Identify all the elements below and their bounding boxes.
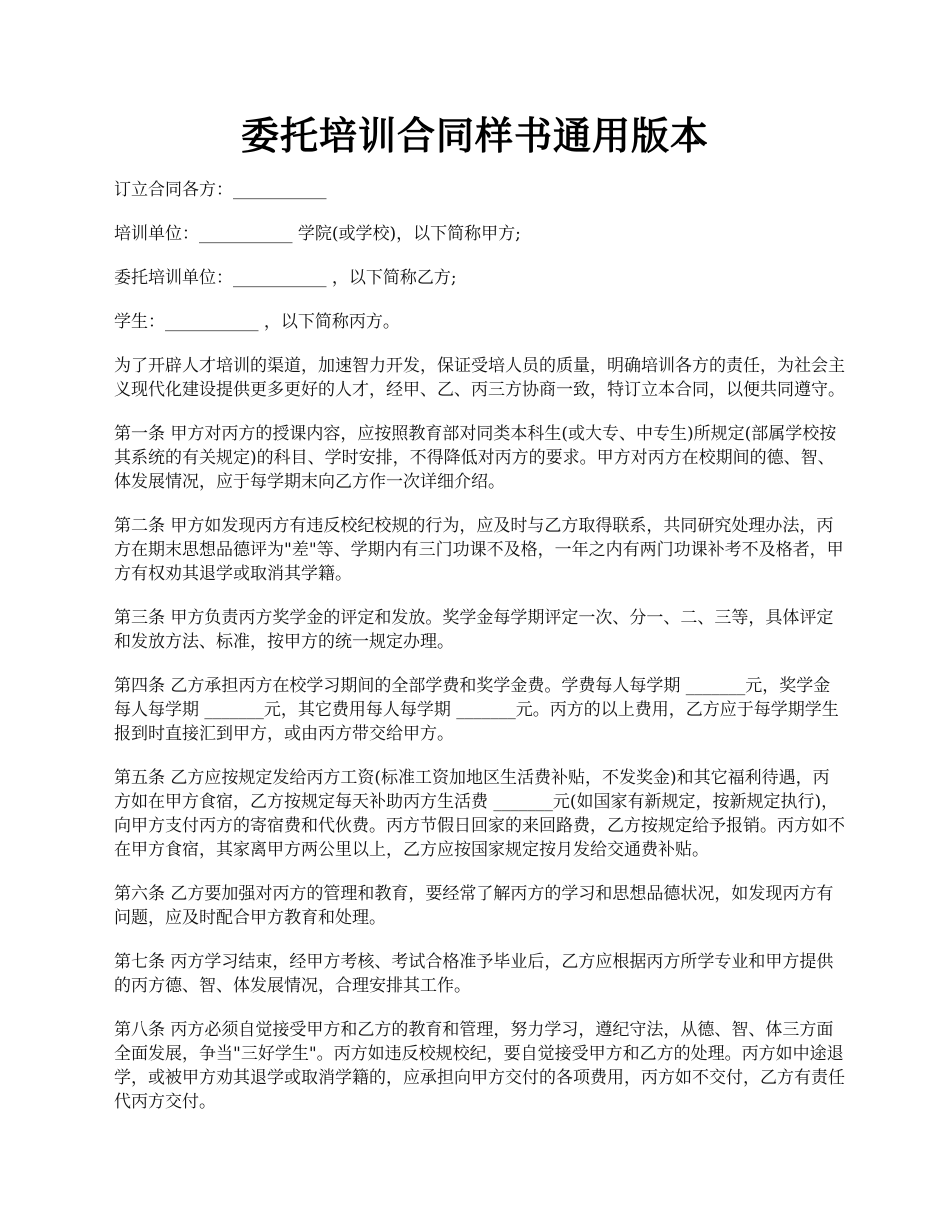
article-2-paragraph: 第二条 甲方如发现丙方有违反校纪校规的行为，应及时与乙方取得联系，共同研究处理办法，丙方在期末思想品德评为"差"等、学期内有三门功课不及格，一年之内有两门功课补考不及格者，甲方有权劝其退学或取消其学籍。 bbox=[114, 516, 844, 584]
article-8-paragraph: 第八条 丙方必须自觉接受甲方和乙方的教育和管理，努力学习，遵纪守法，从德、智、体三方面全面发展，争当"三好学生"。丙方如违反校规校纪，要自觉接受甲方和乙方的处理。丙方如中途退学，或被甲方劝其退学或取消学籍的，应承担向甲方交付的各项费用，丙方如不交付，乙方有责任代丙方交付。 bbox=[114, 1020, 845, 1112]
party-b-line: 委托培训单位：___________ ，以下简称乙方; bbox=[114, 268, 457, 288]
article-7-paragraph: 第七条 丙方学习结束，经甲方考核、考试合格准予毕业后，乙方应根据丙方所学专业和甲方提供的丙方德、智、体发展情况，合理安排其工作。 bbox=[114, 952, 834, 996]
party-c-line: 学生：___________ ，以下简称丙方。 bbox=[114, 312, 400, 332]
article-6-paragraph: 第六条 乙方要加强对丙方的管理和教育，要经常了解丙方的学习和思想品德状况，如发现丙方有问题，应及时配合甲方教育和处理。 bbox=[114, 884, 834, 928]
document-body bbox=[114, 178, 846, 1134]
party-a-line: 培训单位：___________ 学院(或学校)，以下简称甲方; bbox=[114, 224, 521, 244]
article-1-paragraph: 第一条 甲方对丙方的授课内容，应按照教育部对同类本科生(或大专、中专生)所规定(部属学校按其系统的有关规定)的科目、学时安排，不得降低对丙方的要求。甲方对丙方在校期间的德、智、体发展情况，应于每学期末向乙方作一次详细介绍。 bbox=[114, 424, 837, 492]
document-title: 委托培训合同样书通用版本 bbox=[240, 113, 709, 158]
article-5-paragraph: 第五条 乙方应按规定发给丙方工资(标准工资加地区生活费补贴，不发奖金)和其它福利待遇，丙方如在甲方食宿，乙方按规定每天补助丙方生活费 _______元(如国家有新规定，按新规定执行)，向甲方支付丙方的寄宿费和代伙费。丙方节假日回家的来回路费，乙方按规定给予报销。丙方如不在甲方食宿，其家离甲方两公里以上，乙方应按国家规定按月发给交通费补贴。 bbox=[114, 768, 845, 860]
preamble-paragraph: 为了开辟人才培训的渠道，加速智力开发，保证受培人员的质量，明确培训各方的责任，为社会主义现代化建设提供更多更好的人才，经甲、乙、丙三方协商一致，特订立本合同，以便共同遵守。 bbox=[114, 356, 845, 400]
article-4-paragraph: 第四条 乙方承担丙方在校学习期间的全部学费和奖学金费。学费每人每学期 _______元，奖学金每人每学期 _______元，其它费用每人每学期 _______元。丙方的以上费用，乙方应于每学期学生报到时直接汇到甲方，或由丙方带交给甲方。 bbox=[114, 676, 839, 744]
article-3-paragraph: 第三条 甲方负责丙方奖学金的评定和发放。奖学金每学期评定一次、分一、二、三等，具体评定和发放方法、标准，按甲方的统一规定办理。 bbox=[114, 608, 834, 652]
parties-line: 订立合同各方：___________ bbox=[114, 180, 327, 200]
